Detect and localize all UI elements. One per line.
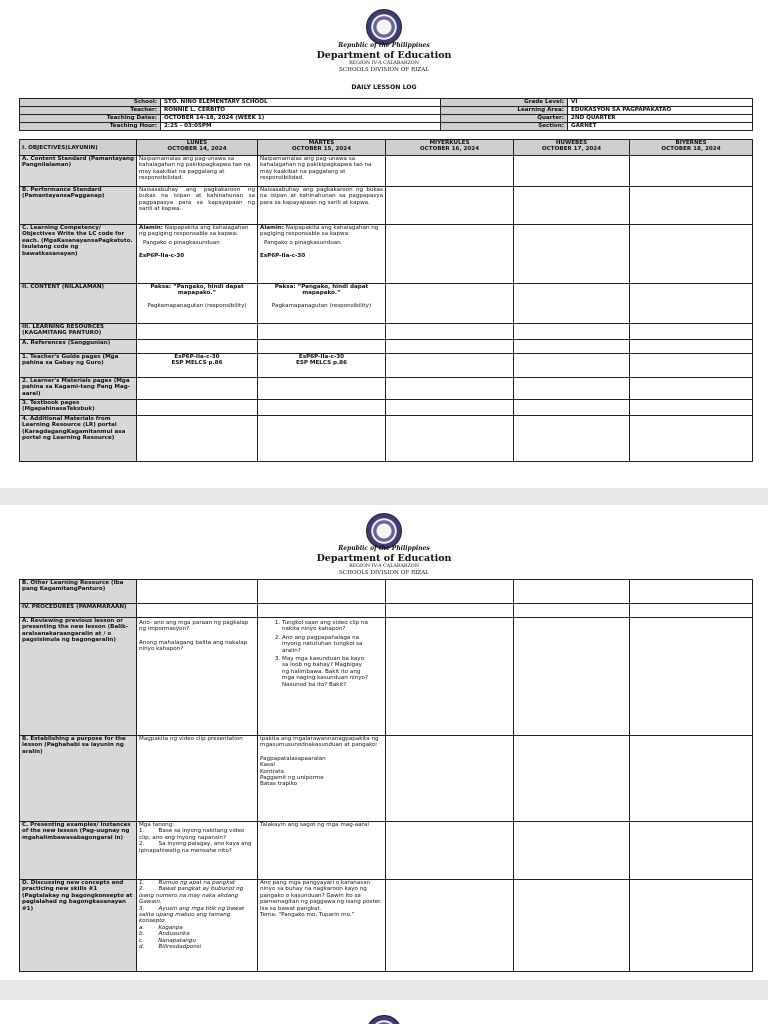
quarter-value: 2ND QUARTER <box>568 115 753 123</box>
lesson-table-1 <box>19 139 753 462</box>
competency-label: C. Learning Competency/ Objectives Write the LC code for each. (MgaKasanayansaPagkatuto. Isulatang code ng bawatkasanayan) <box>20 225 137 284</box>
objectives-heading: I. OBJECTIVES(LAYUNIN) <box>20 140 137 156</box>
document-page-2 <box>0 505 768 980</box>
republic-line: Republic of the Philippines <box>338 545 430 552</box>
discussing-mon: 1. Bumuo ng apat na pangkat 2. Bawat pangkat ay bubunot ng isang numero na may naka akdang Gawain. 3. Ayusin ang mga titik ng bawat salita upang mabuo ang tamang konsepto. a. Koganpa b. Andusunka c. Nanapatangu d. Biliresdadponsi <box>137 880 258 972</box>
region-line: REGION IV-A CALABARZON <box>349 61 419 66</box>
references-label: A. References (Sanggunian) <box>20 340 137 354</box>
learners-materials-label: 2. Learner's Materials pages (Mga pahina sa Kagami-tang Pang Mag-aaral) <box>20 378 137 400</box>
performance-standard-tue: Naisasabuhay ang pagkakaroon ng bukas na isipan at kahinahunan sa pagpapasya para sa kapayapaan ng sarili at kapwa. <box>258 187 386 225</box>
section-label: Section: <box>441 123 568 131</box>
performance-standard-label: B. Performance Standard (PamantayansaPagganap) <box>20 187 137 225</box>
presenting-mon: Mga tanong: 1. Base sa inyong nakitang video clip, ano ang inyong napansin? 2. Sa inyong palagay, ano kaya ang ipinapahiwatig na mensahe nito? <box>137 822 258 880</box>
day-header-fri: BIYERNES OCTOBER 18, 2024 <box>630 140 753 156</box>
document-page-1 <box>0 0 768 488</box>
content-standard-tue: Naipamamalas ang pag-unawa sa kahalagahan ng pakikipagkapwa tao na may kaakibat na paggalang at responsibilidad. <box>258 156 386 187</box>
discussing-tue: Ano pang mga pangyayari o karanasan ninyo sa buhay na nagkaroon kayo ng pangako o kasunduan? Gawin ito sa pamamagitan ng paggawa ng isang poster. Isa sa bawat pangkat. Tema: “Pangako mo, Tuparin mo.” <box>258 880 386 972</box>
section-value: GARNET <box>568 123 753 131</box>
lesson-table-2 <box>19 579 753 972</box>
day-header-thu: HUWEBES OCTOBER 17, 2024 <box>514 140 630 156</box>
dates-value: OCTOBER 14-18, 2024 (WEEK 1) <box>161 115 441 123</box>
additional-materials-label: 4. Additional Materials from Learning Resource (LR) portal (KaragdagangKagamitanmul asa portal ng Learning Resource) <box>20 416 137 462</box>
grade-value: VI <box>568 99 753 107</box>
doc-title: DAILY LESSON LOG <box>351 84 417 91</box>
republic-line: Republic of the Philippines <box>338 42 430 49</box>
performance-standard-mon: Naisasabuhay ang pagkakaroon ng bukas na isipan at kahinahunan sa pagpapasya para sa kapayapaan ng sarili at kapwa. <box>137 187 258 225</box>
resources-label: III. LEARNING RESOURCES (KAGAMITANG PANTURO) <box>20 324 137 340</box>
deped-seal-icon <box>366 9 402 45</box>
content-label: II. CONTENT (NILALAMAN) <box>20 284 137 324</box>
procedures-label: IV. PROCEDURES (PAMAMARAAN) <box>20 604 137 618</box>
discussing-label: D. Discussing new concepts and practicing new skills #1 (Pagtalakay ng bagongkonsepto at paglalahad ng bagongkasanayan #1) <box>20 880 137 972</box>
department-line: Department of Education <box>316 553 452 564</box>
info-table <box>19 98 753 131</box>
presenting-tue: Talakayin ang sagot ng mga mag-aaral <box>258 822 386 880</box>
content-tue: Paksa: “Pangako, hindi dapat mapapako.” Pagkamapanagutan (responsibility) <box>258 284 386 324</box>
area-value: EDUKASYON SA PAGPAPAKATAO <box>568 107 753 115</box>
content-mon: Paksa: “Pangako, hindi dapat mapapako.” Pagkamapanagutan (responsibility) <box>137 284 258 324</box>
textbook-label: 3. Textbook pages (MgapahinasaTeksbuk) <box>20 400 137 416</box>
deped-seal-icon <box>366 513 402 549</box>
teacher-label: Teacher: <box>20 107 161 115</box>
quarter-label: Quarter: <box>441 115 568 123</box>
reviewing-tue: 1. Tungkol saan ang video clip na nakita ninyo kahapon? 2. Ano ang pagpapahalaga na inyong natutuhan tungkol sa aralin? 3. May mga kasunduan ba kayo sa loob ng bahay? Magbigay ng halimbawa. Bakit ito ang mga naging kasunduan ninyo? Nasunod ba ito? Bakit? <box>258 618 386 736</box>
area-label: Learning Area: <box>441 107 568 115</box>
reviewing-label: A. Reviewing previous lesson or presenting the new lesson (Balik-aralsanakaraangaralin at / o pagsisimula ng bagongaralin) <box>20 618 137 736</box>
other-resource-label: B. Other Learning Resource (Iba pang KagamitangPanturo) <box>20 580 137 604</box>
content-standard-mon: Naipamamalas ang pag-unawa sa kahalagahan ng pakikipagkapwa tao na may kaakibat na paggalang at responsibilidad. <box>137 156 258 187</box>
division-line: SCHOOLS DIVISION OF RIZAL <box>338 570 430 576</box>
hour-label: Teaching Hour: <box>20 123 161 131</box>
day-header-tue: MARTES OCTOBER 15, 2024 <box>258 140 386 156</box>
region-line: REGION IV-A CALABARZON <box>349 564 419 569</box>
teachers-guide-tue: EsP6P-IIa-c-30 ESP MELCS p.86 <box>258 354 386 378</box>
school-label: School: <box>20 99 161 107</box>
department-line: Department of Education <box>316 50 452 61</box>
dates-label: Teaching Dates: <box>20 115 161 123</box>
deped-seal-icon <box>366 1015 402 1024</box>
competency-mon: Alamin: Naipapakita ang kahalagahan ng pagiging responsable sa kapwa: Pangako o pinagkasunduan EsP6P-IIa-c-30 <box>137 225 258 284</box>
hour-value: 2:25 - 03:05PM <box>161 123 441 131</box>
purpose-mon: Magpakita ng video clip presentation <box>137 736 258 822</box>
teacher-value: RONNIE L. CERBITO <box>161 107 441 115</box>
presenting-label: C. Presenting examples/ instances of the new lesson (Pag-uugnay ng mgahalimbawasabagongaral in) <box>20 822 137 880</box>
reviewing-mon: Ano- ano ang mga paraan ng pagkalap ng impormasyon? Anong mahalagang balita ang nakalap ninyo kahapon? <box>137 618 258 736</box>
purpose-label: B. Establishing a purpose for the lesson (Paghahabi sa layunin ng aralin) <box>20 736 137 822</box>
content-standard-label: A. Content Standard (Pamantayang Pangnilalaman) <box>20 156 137 187</box>
division-line: SCHOOLS DIVISION OF RIZAL <box>338 67 430 73</box>
teachers-guide-mon: EsP6P-IIa-c-30 ESP MELCS p.86 <box>137 354 258 378</box>
competency-tue: Alamin: Naipapakita ang kahalagahan ng pagiging responsable sa kapwa: Pangako o pinagkasunduan EsP6P-IIa-c-30 <box>258 225 386 284</box>
grade-label: Grade Level: <box>441 99 568 107</box>
teachers-guide-label: 1. Teacher's Guide pages (Mga pahina sa Gabay ng Guro) <box>20 354 137 378</box>
school-value: STO. NIÑO ELEMENTARY SCHOOL <box>161 99 441 107</box>
purpose-tue: Ipakita ang mgalarawannanagpapakita ng mgasumusunodnakasunduan at pangako: Pagpapatalasapaaralan Kasal Kontrata Paggamit ng uniporme Batas trapiko <box>258 736 386 822</box>
day-header-mon: LUNES OCTOBER 14, 2024 <box>137 140 258 156</box>
day-header-wed: MIYERKULES OCTOBER 16, 2024 <box>386 140 514 156</box>
document-page-3 <box>0 1000 768 1024</box>
